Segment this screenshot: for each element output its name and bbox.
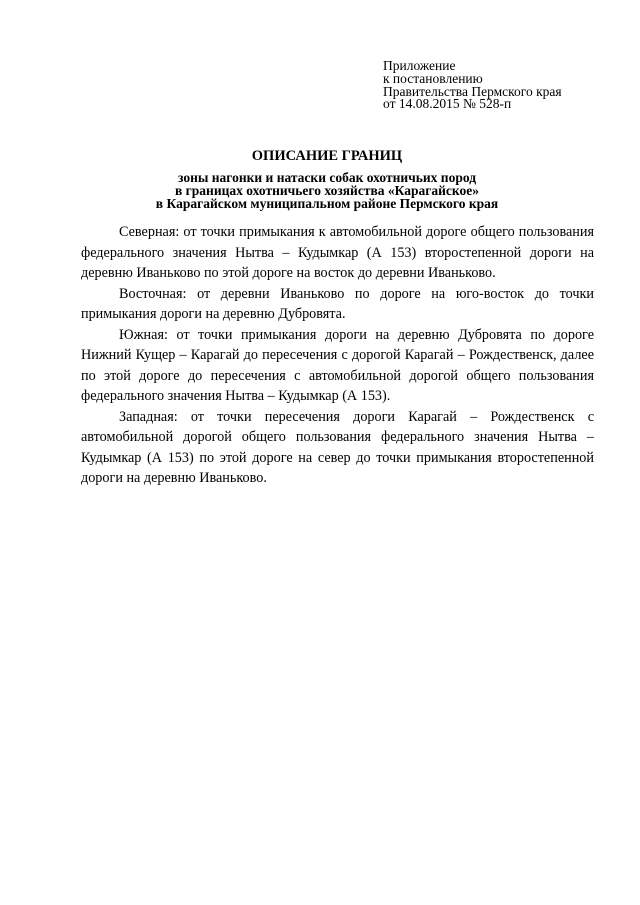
paragraph-west-boundary: Западная: от точки пересечения дороги Карагай – Рождественск с автомобильной дорогой общего пользования федерального значения Нытва – Кудымкар (А 153) по этой дороге на север до точки примыкания второстепенной дороги на деревню Иваньково. [81,408,594,486]
title-block [60,148,594,211]
paragraph-east-boundary: Восточная: от деревни Иваньково по дороге на юго-восток до точки примыкания дороги на деревню Дубровята. [81,285,594,322]
document-title: ОПИСАНИЕ ГРАНИЦ [251,148,403,164]
subtitle-line: в границах охотничьего хозяйства «Карагайское» [175,183,479,199]
document-body [81,222,594,489]
appendix-line: от 14.08.2015 № 528-п [383,96,512,112]
paragraph-north-boundary: Северная: от точки примыкания к автомобильной дороге общего пользования федерального значения Нытва – Кудымкар (А 153) второстепенной дороги на деревню Иваньково по этой дороге на восток до деревни Иваньково. [81,224,594,281]
appendix-header [383,60,562,111]
appendix-line: Приложение [383,58,456,73]
paragraph-south-boundary: Южная: от точки примыкания дороги на деревню Дубровята по дороге Нижний Кущер – Карагай до пересечения с дорогой Карагай – Рождественск, далее по этой дороге до пересечения с автомобильной дорогой общего пользования федерального значения Нытва – Кудымкар (А 153). [81,326,594,404]
document-subtitle [60,171,594,211]
subtitle-line: зоны нагонки и натаски собак охотничьих пород [177,170,477,185]
subtitle-line: в Карагайском муниципальном районе Пермского края [155,196,499,212]
appendix-line: к постановлению [383,70,483,86]
appendix-line: Правительства Пермского края [383,83,562,99]
